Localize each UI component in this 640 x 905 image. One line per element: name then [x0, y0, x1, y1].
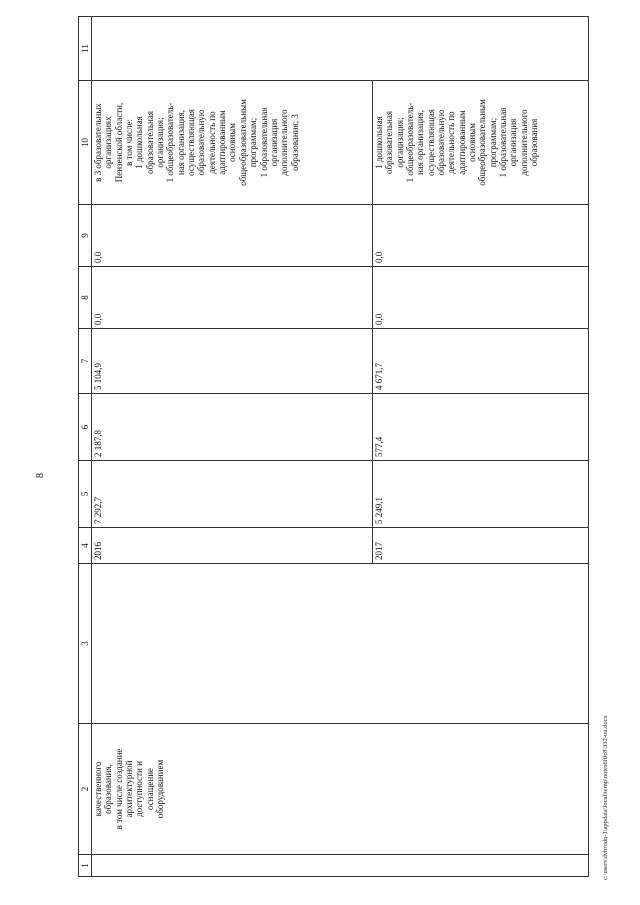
cell-col8: 0,0: [373, 267, 589, 329]
cell-col3: [92, 564, 589, 724]
col10-line: осуществляющая: [425, 109, 436, 176]
cell-col9: 0,0: [92, 205, 373, 267]
header-cell: 8: [79, 267, 92, 329]
col10-line: общеобразовательным: [477, 99, 488, 186]
cell-col9: 0,0: [373, 205, 589, 267]
header-cell: 2: [79, 724, 92, 855]
header-cell: 7: [79, 329, 92, 394]
col10-line: 1 образовательная: [498, 107, 509, 178]
cell-col1: [92, 855, 589, 877]
col10-line: дополнительного: [518, 109, 529, 176]
col10-line: 1 образовательная: [258, 107, 269, 178]
header-cell: 3: [79, 564, 92, 724]
col10-line: в том числе:: [124, 119, 135, 166]
description-line: доступности и: [134, 761, 145, 817]
cell-year: 2017: [373, 528, 589, 564]
description-line: архитектурной: [124, 760, 135, 818]
col10-line: 1 общеобразователь-: [165, 102, 176, 183]
cell-year: 2016: [92, 528, 373, 564]
col10-line: образовательная: [144, 111, 155, 174]
cell-col7: 5 104,9: [92, 329, 373, 394]
header-row: [79, 17, 92, 877]
description-line: оборудованием: [155, 759, 166, 819]
cell-col7: 4 671,7: [373, 329, 589, 394]
col10-line: адаптированным: [217, 110, 228, 175]
col10-line: Пензенской области,: [113, 102, 124, 183]
header-cell: 6: [79, 394, 92, 461]
col10-line: основным: [467, 123, 478, 162]
col10-line: образования: [529, 118, 540, 167]
col10-line: программам;: [487, 117, 498, 168]
col10-line: организация;: [394, 117, 405, 168]
cell-col6: 577,4: [373, 394, 589, 461]
col10-line: дополнительного: [279, 109, 290, 176]
col10-line: деятельность по: [206, 111, 217, 174]
header-cell: 4: [79, 528, 92, 564]
cell-col10: [92, 81, 373, 205]
col10-line: в 3 образовательных: [93, 103, 103, 182]
col10-line: основным: [227, 123, 238, 162]
col10-line: программам;: [248, 117, 259, 168]
cell-col11: [92, 17, 589, 81]
col10-line: осуществляющая: [186, 109, 197, 176]
cell-col10: [373, 81, 589, 205]
col10-line: 1 общеобразователь-: [405, 102, 416, 183]
col10-line: адаптированным: [456, 110, 467, 175]
cell-total: 5 249,1: [373, 461, 589, 528]
col10-line: ная организация,: [415, 109, 426, 176]
header-cell: 5: [79, 461, 92, 528]
data-table-rotated: [78, 17, 585, 877]
col10-line: образовательную: [196, 109, 207, 176]
col10-line: образования; 3: [289, 114, 300, 171]
header-cell: 10: [79, 81, 92, 205]
col10-line: 1 дошкольная: [374, 116, 384, 169]
col10-line: деятельность по: [446, 111, 457, 174]
cell-total: 7 292,7: [92, 461, 373, 528]
col10-line: общеобразовательным: [237, 99, 248, 186]
col10-line: организация: [268, 118, 279, 167]
col10-line: образовательную: [436, 109, 447, 176]
description-line: качественного: [93, 761, 103, 817]
description-line: образования,: [103, 764, 114, 814]
table-row: [92, 17, 373, 877]
description-line: в том числе создание: [113, 748, 124, 830]
col10-line: организациях: [103, 116, 114, 169]
header-cell: 1: [79, 855, 92, 877]
cell-col8: 0,0: [92, 267, 373, 329]
col10-line: 1 дошкольная: [134, 116, 145, 169]
description-line: оснащение: [144, 767, 155, 811]
header-cell: 11: [79, 17, 92, 81]
footer-file-path: c:\users\dvbrodn-1\appdata\local\temp\notes6f0c8\332-uu.docx: [602, 715, 609, 880]
page-number: 8: [35, 473, 46, 478]
cell-description: [92, 724, 589, 855]
col10-line: образовательная: [384, 111, 395, 174]
cell-col6: 2 187,8: [92, 394, 373, 461]
col10-line: ная организация,: [175, 109, 186, 176]
data-table: [78, 16, 589, 877]
col10-line: организация;: [155, 117, 166, 168]
header-cell: 9: [79, 205, 92, 267]
col10-line: организация: [508, 118, 519, 167]
